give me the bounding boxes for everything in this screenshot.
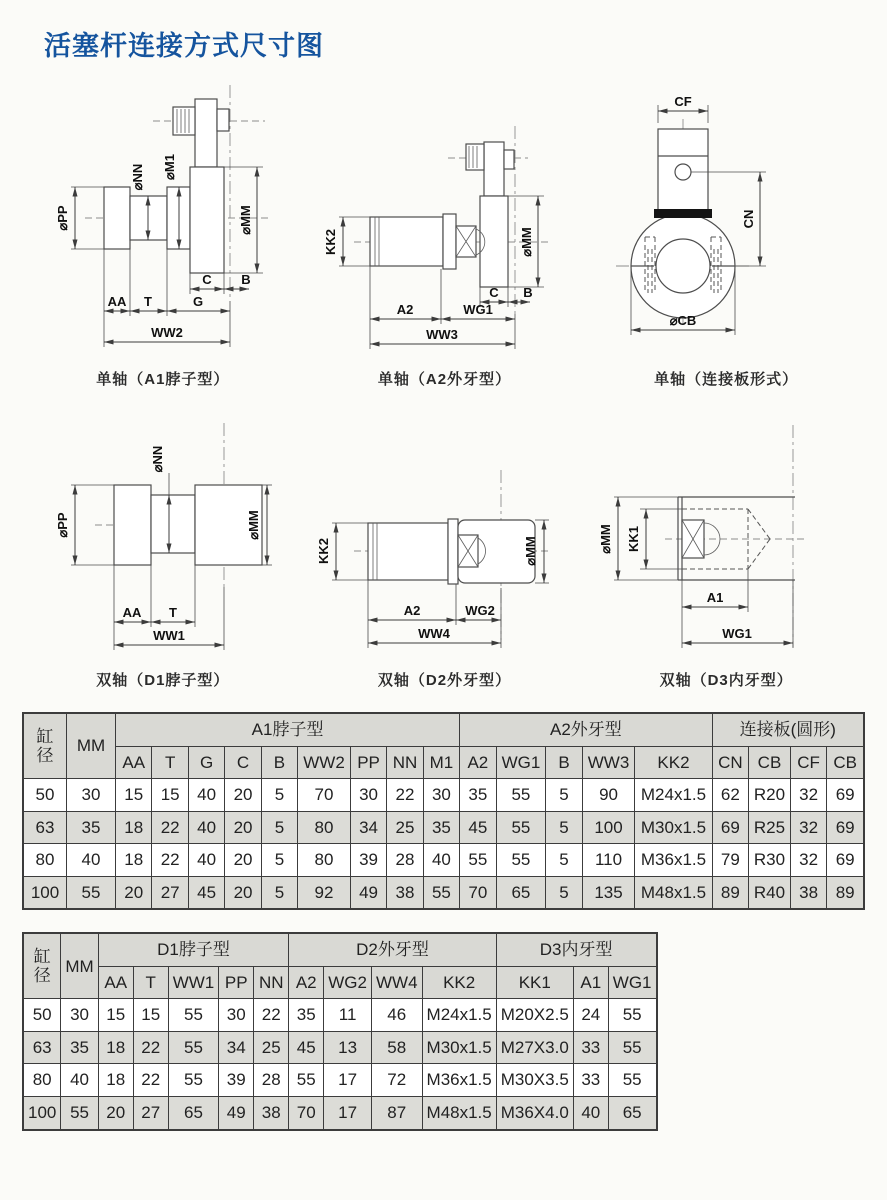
data-cell: 100: [582, 811, 635, 844]
data-cell: 13: [324, 1031, 372, 1064]
data-cell: 18: [98, 1064, 133, 1097]
dim-label-wg2: WG2: [465, 603, 496, 618]
dim-label-kk2: KK2: [316, 537, 332, 565]
data-cell: 33: [573, 1064, 608, 1097]
data-cell: M36X4.0: [496, 1097, 573, 1130]
page-title: 活塞杆连接方式尺寸图: [44, 31, 324, 61]
data-cell: M24x1.5: [635, 779, 712, 812]
data-cell: 30: [350, 779, 386, 812]
data-cell: R25: [749, 811, 791, 844]
dim-label-pp: ⌀PP: [54, 205, 70, 231]
data-cell: 33: [573, 1031, 608, 1064]
group-header: 连接板(圆形): [712, 713, 864, 746]
data-cell: 22: [152, 844, 188, 877]
group-header: A1脖子型: [116, 713, 460, 746]
data-cell: M27X3.0: [496, 1031, 573, 1064]
dim-label-mm: ⌀MM: [519, 227, 535, 257]
dim-label-m1: ⌀M1: [161, 154, 177, 180]
column-header: CB: [827, 746, 864, 779]
dim-label-kk2: KK2: [323, 228, 339, 256]
data-cell: 25: [387, 811, 423, 844]
data-cell: R30: [749, 844, 791, 877]
table-row: [23, 811, 864, 844]
data-cell: 69: [827, 779, 864, 812]
data-cell: 30: [423, 779, 459, 812]
column-header: NN: [387, 746, 423, 779]
data-cell: 90: [582, 779, 635, 812]
data-cell: 63: [23, 811, 67, 844]
drawing-shapes: [114, 485, 262, 565]
data-cell: 55: [289, 1064, 324, 1097]
data-cell: 32: [790, 811, 826, 844]
data-cell: 38: [790, 876, 826, 909]
column-header: WW3: [582, 746, 635, 779]
data-cell: 28: [387, 844, 423, 877]
data-cell: M36x1.5: [422, 1064, 496, 1097]
data-cell: 27: [133, 1097, 168, 1130]
data-cell: 58: [371, 1031, 422, 1064]
data-cell: 40: [67, 844, 116, 877]
column-header: WG1: [608, 966, 656, 999]
a1-neck-drawing: [27, 79, 299, 364]
dim-label-t: T: [143, 294, 152, 309]
data-cell: 18: [116, 844, 152, 877]
data-cell: 69: [827, 844, 864, 877]
drawing-shapes: [368, 519, 535, 584]
data-cell: 15: [152, 779, 188, 812]
dim-label-c: C: [202, 272, 212, 287]
data-cell: 55: [608, 1031, 656, 1064]
data-cell: 110: [582, 844, 635, 877]
data-cell: 32: [790, 844, 826, 877]
data-cell: 55: [496, 844, 546, 877]
data-cell: 55: [423, 876, 459, 909]
column-header: A2: [289, 966, 324, 999]
dim-label-pp: ⌀PP: [54, 512, 70, 538]
diagram-double-d1: [22, 415, 304, 690]
dim-label-wg1: WG1: [463, 302, 494, 317]
data-cell: 20: [225, 876, 261, 909]
dim-label-nn: ⌀NN: [149, 445, 165, 473]
data-cell: 89: [712, 876, 748, 909]
dimensions: [55, 154, 263, 347]
data-cell: 89: [827, 876, 864, 909]
data-cell: 11: [324, 999, 372, 1032]
corner-header: 缸径: [23, 713, 67, 779]
dim-label-mm: ⌀MM: [237, 205, 253, 235]
data-cell: R20: [749, 779, 791, 812]
data-cell: 55: [168, 1031, 219, 1064]
dim-label-ww1: WW1: [152, 628, 185, 643]
data-cell: 49: [219, 1097, 254, 1130]
data-cell: 17: [324, 1064, 372, 1097]
data-cell: 15: [98, 999, 133, 1032]
diagram-caption: 单轴（连接板形式）: [654, 371, 799, 388]
data-cell: 38: [254, 1097, 289, 1130]
table-row: [23, 779, 864, 812]
data-cell: 5: [261, 811, 297, 844]
d1-neck-drawing: [27, 415, 299, 665]
data-cell: 5: [261, 844, 297, 877]
data-cell: 55: [496, 811, 546, 844]
data-cell: 5: [546, 811, 582, 844]
dim-label-b: B: [523, 285, 534, 300]
column-header: AA: [98, 966, 133, 999]
data-cell: 30: [61, 999, 98, 1032]
data-cell: 62: [712, 779, 748, 812]
dim-label-ww3: WW3: [426, 327, 459, 342]
plate-drawing: [590, 79, 862, 364]
column-header: KK2: [422, 966, 496, 999]
dim-label-c: C: [489, 285, 500, 300]
data-cell: 45: [289, 1031, 324, 1064]
data-cell: 22: [133, 1031, 168, 1064]
column-header: A1: [573, 966, 608, 999]
dim-label-mm: ⌀MM: [245, 510, 261, 540]
dim-label-wg1: WG1: [722, 626, 752, 641]
double-shaft-table-host: [22, 932, 867, 1130]
dim-label-t: T: [168, 605, 177, 620]
group-header: D2外牙型: [289, 933, 496, 966]
single-shaft-table-host: [22, 712, 867, 910]
data-cell: M24x1.5: [422, 999, 496, 1032]
data-cell: 28: [254, 1064, 289, 1097]
diagram-single-a2: [304, 79, 586, 389]
group-header: D1脖子型: [98, 933, 289, 966]
dim-label-mm: ⌀MM: [598, 524, 614, 554]
table-row: [23, 844, 864, 877]
drawing-shapes: [631, 129, 735, 318]
dim-label-cf: CF: [674, 94, 692, 109]
column-header: CF: [790, 746, 826, 779]
data-cell: 45: [460, 811, 496, 844]
dim-label-mm: ⌀MM: [523, 536, 539, 566]
data-cell: R40: [749, 876, 791, 909]
dim-label-a2: A2: [404, 603, 421, 618]
data-cell: 40: [423, 844, 459, 877]
table-row: [23, 1097, 657, 1130]
column-header: WW1: [168, 966, 219, 999]
data-cell: 46: [371, 999, 422, 1032]
dim-label-cb: ⌀CB: [669, 313, 697, 328]
data-cell: 80: [298, 811, 351, 844]
diagram-grid: [22, 79, 867, 690]
data-cell: 20: [225, 811, 261, 844]
data-cell: 17: [324, 1097, 372, 1130]
dim-label-aa: AA: [122, 605, 142, 620]
data-cell: 70: [460, 876, 496, 909]
data-cell: 55: [608, 1064, 656, 1097]
data-cell: 38: [387, 876, 423, 909]
corner-header: MM: [67, 713, 116, 779]
column-header: KK2: [635, 746, 712, 779]
corner-header: 缸径: [23, 933, 61, 999]
group-header: D3内牙型: [496, 933, 656, 966]
data-cell: 5: [546, 876, 582, 909]
data-cell: 87: [371, 1097, 422, 1130]
dim-label-ww2: WW2: [150, 325, 183, 340]
data-cell: 20: [116, 876, 152, 909]
data-cell: 22: [152, 811, 188, 844]
data-cell: M30X3.5: [496, 1064, 573, 1097]
data-cell: 34: [219, 1031, 254, 1064]
data-cell: 35: [289, 999, 324, 1032]
data-cell: 22: [387, 779, 423, 812]
single-shaft-spec-table: [22, 712, 865, 910]
data-cell: 92: [298, 876, 351, 909]
data-cell: 30: [67, 779, 116, 812]
diagram-double-d2: [304, 415, 586, 690]
diagram-single-plate: [585, 79, 867, 389]
data-cell: 69: [827, 811, 864, 844]
data-cell: 40: [573, 1097, 608, 1130]
column-header: T: [152, 746, 188, 779]
diagram-single-a1: [22, 79, 304, 389]
data-cell: 135: [582, 876, 635, 909]
data-cell: 35: [460, 779, 496, 812]
dim-label-a1: A1: [706, 590, 724, 605]
dim-label-kk1: KK1: [626, 525, 642, 553]
d2-thread-drawing: [308, 415, 580, 665]
diagram-caption: 双轴（D3内牙型）: [659, 672, 793, 689]
drawing-shapes: [370, 142, 514, 287]
data-cell: 15: [116, 779, 152, 812]
drawing-shapes: [104, 99, 229, 273]
data-cell: 20: [98, 1097, 133, 1130]
data-cell: 5: [546, 844, 582, 877]
data-cell: 80: [23, 1064, 61, 1097]
data-cell: 55: [608, 999, 656, 1032]
data-cell: 50: [23, 779, 67, 812]
data-cell: M30x1.5: [422, 1031, 496, 1064]
data-cell: 20: [225, 844, 261, 877]
d3-thread-drawing: [590, 415, 862, 665]
column-header: WW2: [298, 746, 351, 779]
column-header: WW4: [371, 966, 422, 999]
dim-label-b: B: [241, 272, 251, 287]
data-cell: 22: [133, 1064, 168, 1097]
data-cell: 40: [188, 844, 224, 877]
column-header: KK1: [496, 966, 573, 999]
data-cell: 50: [23, 999, 61, 1032]
data-cell: 20: [225, 779, 261, 812]
data-cell: 5: [261, 876, 297, 909]
column-header: NN: [254, 966, 289, 999]
data-cell: 40: [188, 779, 224, 812]
dim-label-ww4: WW4: [418, 626, 451, 641]
data-cell: 30: [219, 999, 254, 1032]
diagram-double-d3: [585, 415, 867, 690]
data-cell: 34: [350, 811, 386, 844]
column-header: PP: [350, 746, 386, 779]
data-cell: 24: [573, 999, 608, 1032]
data-cell: 70: [289, 1097, 324, 1130]
table-row: [23, 1064, 657, 1097]
column-header: AA: [116, 746, 152, 779]
column-header: C: [225, 746, 261, 779]
data-cell: 40: [61, 1064, 98, 1097]
diagram-caption: 双轴（D2外牙型）: [377, 672, 512, 689]
data-cell: 55: [460, 844, 496, 877]
data-cell: 35: [67, 811, 116, 844]
data-cell: 27: [152, 876, 188, 909]
column-header: PP: [219, 966, 254, 999]
data-cell: 100: [23, 1097, 61, 1130]
data-cell: 35: [61, 1031, 98, 1064]
data-cell: 55: [496, 779, 546, 812]
data-cell: 65: [608, 1097, 656, 1130]
data-cell: 18: [116, 811, 152, 844]
column-header: B: [261, 746, 297, 779]
data-cell: 22: [254, 999, 289, 1032]
column-header: T: [133, 966, 168, 999]
dim-label-g: G: [192, 294, 203, 309]
data-cell: 80: [23, 844, 67, 877]
column-header: A2: [460, 746, 496, 779]
data-cell: M30x1.5: [635, 811, 712, 844]
data-cell: M20X2.5: [496, 999, 573, 1032]
dim-label-a2: A2: [397, 302, 414, 317]
data-cell: 45: [188, 876, 224, 909]
data-cell: 72: [371, 1064, 422, 1097]
data-cell: 63: [23, 1031, 61, 1064]
data-cell: 39: [219, 1064, 254, 1097]
a2-thread-drawing: [308, 79, 580, 364]
data-cell: 32: [790, 779, 826, 812]
data-cell: M48x1.5: [422, 1097, 496, 1130]
column-header: WG1: [496, 746, 546, 779]
data-cell: 55: [67, 876, 116, 909]
corner-header: MM: [61, 933, 98, 999]
drawing-shapes: [678, 497, 795, 580]
data-cell: M48x1.5: [635, 876, 712, 909]
data-cell: 80: [298, 844, 351, 877]
table-row: [23, 999, 657, 1032]
data-cell: 65: [496, 876, 546, 909]
data-cell: 79: [712, 844, 748, 877]
data-cell: 25: [254, 1031, 289, 1064]
table-row: [23, 1031, 657, 1064]
diagram-caption: 双轴（D1脖子型）: [96, 672, 230, 689]
diagram-caption: 单轴（A1脖子型）: [96, 371, 230, 388]
data-cell: 39: [350, 844, 386, 877]
column-header: M1: [423, 746, 459, 779]
data-cell: 65: [168, 1097, 219, 1130]
spec-tables: [22, 712, 867, 1131]
data-cell: 55: [168, 1064, 219, 1097]
data-cell: 49: [350, 876, 386, 909]
dim-label-aa: AA: [107, 294, 127, 309]
column-header: WG2: [324, 966, 372, 999]
group-header: A2外牙型: [460, 713, 712, 746]
column-header: CB: [749, 746, 791, 779]
column-header: CN: [712, 746, 748, 779]
column-header: G: [188, 746, 224, 779]
table-row: [23, 876, 864, 909]
data-cell: M36x1.5: [635, 844, 712, 877]
data-cell: 55: [168, 999, 219, 1032]
data-cell: 70: [298, 779, 351, 812]
data-cell: 40: [188, 811, 224, 844]
data-cell: 69: [712, 811, 748, 844]
data-cell: 35: [423, 811, 459, 844]
data-cell: 18: [98, 1031, 133, 1064]
data-cell: 5: [546, 779, 582, 812]
dim-label-nn: ⌀NN: [129, 163, 145, 191]
data-cell: 5: [261, 779, 297, 812]
data-cell: 100: [23, 876, 67, 909]
data-cell: 55: [61, 1097, 98, 1130]
dim-label-cn: CN: [741, 209, 757, 229]
data-cell: 15: [133, 999, 168, 1032]
diagram-caption: 单轴（A2外牙型）: [377, 371, 512, 388]
double-shaft-spec-table: [22, 932, 658, 1130]
column-header: B: [546, 746, 582, 779]
